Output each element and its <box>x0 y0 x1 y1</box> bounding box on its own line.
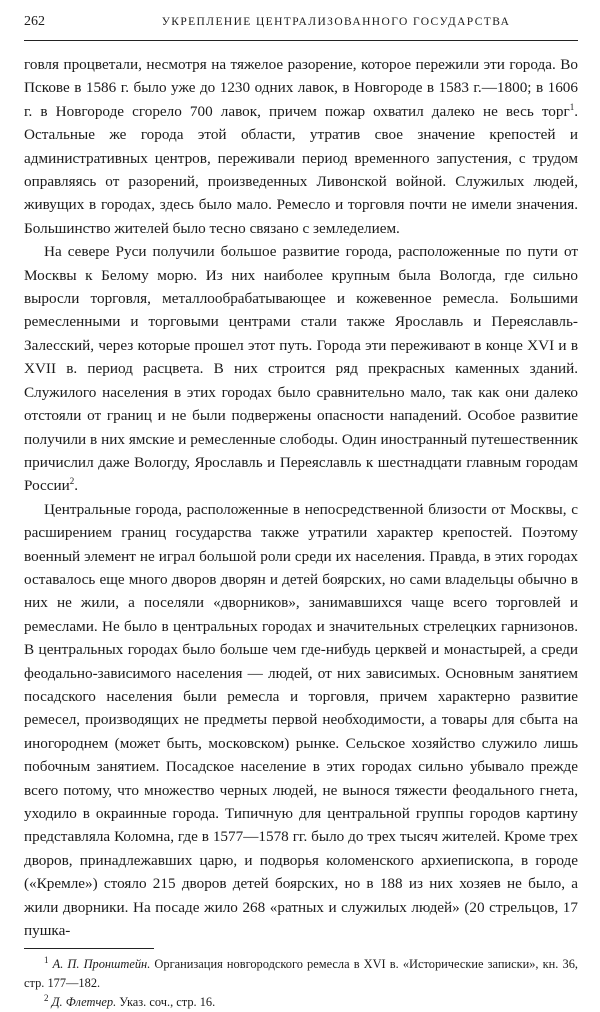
footnote-divider <box>24 948 154 949</box>
paragraph-2-text-a: На севере Руси получили большое развитие города, расположенные по пути от Москвы к Белому морю. Из них наиболее крупным была Вологда, где сильно выросли торговля, металлообрабатывающее и кожевенное ремесла. Большими ремесленными и торговыми центрами стали также Ярославль и Переяславль-Залесский, через которые прошел этот путь. Города эти переживают в конце XVI и в XVII в. период расцвета. В них строится ряд прекрасных каменных зданий. Служилого населения в этих городах было сравнительно мало, так как они далеко отстояли от границ и не были подвержены опасности нападений. Особое развитие получили в них ямские и ремесленные слободы. Один иностранный путешественник причислил даже Вологду, Ярославль и Переяславль к шестнадцати главным городам России <box>24 243 578 495</box>
footnote-ref-2: 2 <box>69 476 75 487</box>
running-title: УКРЕПЛЕНИЕ ЦЕНТРАЛИЗОВАННОГО ГОСУДАРСТВА <box>161 16 511 28</box>
paragraph-1-text-a: говля процветали, несмотря на тяжелое разорение, которое пережили эти города. Во Пскове в 1586 г. было уже до 1230 одних лавок, в Новгороде в 1583 г.—1800; в 1606 г. в Новгороде сгорело 700 лавок, причем пожар охватил далеко не весь торг <box>24 56 578 120</box>
paragraph-3: Центральные города, расположенные в непосредственной близости от Москвы, с расширением границ государства также утратили характер крепостей. Поэтому военный элемент не играл большой роли среди их населения. Правда, в этих городах оставалось еще много дворов дворян и детей боярских, но сами владельцы обычно в них не жили, а поселяли «дворников», занимавшихся чаще всего торговлей и ремеслами. Не было в центральных городах и значительных стрелецких гарнизонов. В центральных городах было больше чем где-нибудь церквей и монастырей, а среди феодально-зависимого населения — людей, от них зависимых. Основным занятием посадского населения были ремесла и торговля, причем характерно развитие ремесел, производящих не предметы первой необходимости, а товары для сбыта на иногороднем (может быть, московском) рынке. Сельское хозяйство служило лишь побочным занятием. Посадское население в этих городах сильно убывало прежде всего потому, что множество черных людей, не вынося тяжести феодального гнета, уходило в окраинные города. Типичную для центральной группы городов картину представляла Коломна, где в 1577—1578 гг. было до трех тысяч жителей. Кроме трех дворов, принадлежавших царю, и подворья коломенского архиепископа, в городе («Кремле») стояло 215 дворов детей боярских, но в 188 из них хозяев не было, а жили дворники. На посаде жило 268 «ратных и служилых людей» (20 стрельцов, 17 пушка- <box>24 500 578 940</box>
footnote-1-text: Организация новгородского ремесла в XVI в. «Исторические записки», кн. 36, стр. 177—182. <box>24 957 578 991</box>
page-header <box>24 14 578 41</box>
footnote-2 <box>24 993 578 1012</box>
footnote-2-text: Указ. соч., стр. 16. <box>116 995 216 1010</box>
footnote-2-mark: 2 <box>44 993 49 1004</box>
footnotes <box>24 955 578 1012</box>
main-text <box>24 53 578 942</box>
paragraph-2 <box>24 240 578 497</box>
paragraph-2-text-b: . <box>74 477 79 495</box>
paragraph-1 <box>24 53 578 240</box>
footnote-1-author: А. П. Пронштейн. <box>52 957 151 972</box>
footnote-1 <box>24 955 578 993</box>
footnote-ref-1: 1 <box>569 101 575 112</box>
page-number: 262 <box>24 14 45 29</box>
footnote-2-author: Д. Флетчер. <box>51 995 117 1010</box>
paragraph-1-text-b: . Остальные же города этой области, утратив свое значение крепостей и административных центров, переживали период временного запустения, с трудом оправляясь от разорений, произведенных Ливонской войной. Служилых людей, живущих в городах, здесь было мало. Ремесло и торговля почти не имели значения. Большинство жителей было тесно связано с земледелием. <box>24 102 578 237</box>
footnote-1-mark: 1 <box>44 955 49 966</box>
